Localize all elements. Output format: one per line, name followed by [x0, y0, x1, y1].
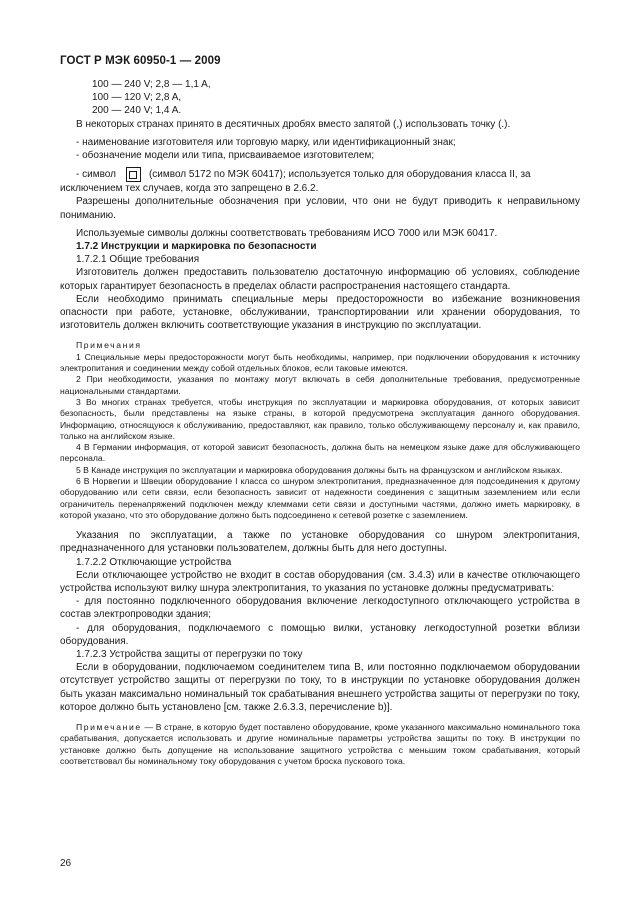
section-heading-1722: 1.7.2.2 Отключающие устройства	[76, 556, 232, 568]
disconnect-paragraph-3: - для оборудования, подключаемого с помощью вилки, установку легкодоступной розетки вблизи оборудования.	[60, 622, 580, 647]
note-4: 4 В Германии информация, от которой зависит безопасность, должна быть на немецком языке даже для обслуживающего персонала.	[60, 442, 580, 464]
note-5: 5 В Канаде инструкция по эксплуатации и маркировка оборудования должны быть на французском и английском языках.	[76, 464, 563, 475]
voltage-line-2: 100 — 120 V; 2,8 A,	[92, 92, 182, 104]
note-3: 3 Во многих странах требуется, чтобы инструкция по эксплуатации и маркировка оборудования, от которых зависит безопасность, были представлены на языке страны, в которой предусмотрена эксплуатация данного оборудования. Информацию, относящуюся к обслуживанию, предоставляют, как правило, только обслуживающему персоналу и, как правило, только на английском языке.	[60, 396, 580, 441]
final-note-label: Примечание	[76, 722, 142, 733]
list-item-model: - обозначение модели или типа, присваиваемое изготовителем;	[76, 150, 375, 162]
instructions-availability-paragraph: Указания по эксплуатации, а также по установке оборудования со шнуром электропитания, предназначенного для установки пользователем, должны быть для него доступны.	[60, 530, 580, 555]
double-square-icon	[126, 167, 141, 182]
symbol-text-continued: исключением тех случаев, когда это запрещено в 2.6.2.	[60, 183, 319, 195]
page-header: ГОСТ Р МЭК 60950-1 — 2009	[60, 55, 221, 67]
general-requirements-paragraph-1: Изготовитель должен предоставить пользователю достаточную информацию об условиях, соблюдение которых гарантирует безопасность в пределах области распространения настоящего стандарта.	[60, 267, 580, 292]
section-heading-1723: 1.7.2.3 Устройства защиты от перегрузки по току	[76, 649, 303, 661]
voltage-line-3: 200 — 240 V; 1,4 A.	[92, 105, 182, 117]
note-1: 1 Специальные меры предосторожности могут быть необходимы, например, при подключении оборудования к источнику электропитания и соединении между собой отдельных блоков, если таковые имеются.	[60, 351, 580, 374]
note-2: 2 При необходимости, указания по монтажу могут включать в себя дополнительные требования, предусмотренные национальными стандартами.	[60, 374, 580, 396]
notes-title: Примечания	[76, 340, 142, 351]
disconnect-paragraph-1: Если отключающее устройство не входит в состав оборудования (см. 3.4.3) или в качестве отключающего устройства используют вилку шнура электропитания, то указания по установке должны предусматривать:	[60, 569, 580, 595]
general-requirements-paragraph-2: Если необходимо принимать специальные меры предосторожности во избежание возникновения опасности при работе, установке, обслуживании, транспортировании или хранении оборудования, то изготовитель должен включить соответствующие указания в инструкцию по эксплуатации.	[60, 293, 580, 332]
list-item-manufacturer: - наименование изготовителя или торговую марку, или идентификационный знак;	[76, 136, 456, 148]
symbol-prefix: - символ	[76, 169, 116, 181]
symbol-text: (символ 5172 по МЭК 60417); используется только для оборудования класса II, за	[148, 169, 531, 181]
symbol-line	[60, 167, 580, 182]
document-body	[60, 78, 580, 767]
symbols-requirement: Используемые символы должны соответствовать требованиям ИСО 7000 или МЭК 60417.	[76, 227, 498, 239]
final-note-text: — В стране, в которую будет поставлено оборудование, кроме указанного максимально номинального тока срабатывания, допускается использовать и другие номинальные параметры устройства защиты по току. В инструкции по установке должно быть допущение на использование защитного устройства с меньшим током срабатывания, который соответствовал бы номинальному току оборудования с учетом броска пускового тока.	[60, 722, 580, 766]
extra-marks-paragraph: Разрешены дополнительные обозначения при условии, что они не будут приводить к неправильному пониманию.	[60, 196, 580, 221]
note-6: 6 В Норвегии и Швеции оборудование I класса со шнуром электропитания, предназначенное для подсоединения к другому оборудованию или сети связи, если безопасность зависит от надежности соединения с защитным заземлением или если ограничитель перенапряжений подключен между клеммами сети связи и доступными частями, должно иметь маркировку, в которой указано, что это оборудование должно быть подсоединено к сетевой розетке с заземлением.	[60, 476, 580, 520]
section-heading-172: 1.7.2 Инструкции и маркировка по безопасности	[76, 241, 317, 253]
overcurrent-paragraph: Если в оборудовании, подключаемом соединителем типа В, или постоянно подключаемом оборудовании отсутствует устройство защиты от перегрузки по току, то в инструкции по установке оборудования должен быть указан максимально номинальный ток срабатывания внешнего устройства защиты от перегрузки по току, которое должно быть установлено [см. также 2.6.3.3, перечисление b)].	[60, 662, 580, 713]
disconnect-paragraph-2: - для постоянно подключенного оборудования включение легкодоступного отключающего устройства в состав электропроводки здания;	[60, 596, 580, 621]
decimal-note: В некоторых странах принято в десятичных дробях вместо запятой (,) использовать точку (.).	[76, 118, 511, 130]
voltage-line-1: 100 — 240 V; 2,8 — 1,1 A,	[92, 79, 211, 90]
page-number: 26	[60, 858, 72, 869]
final-note	[60, 722, 580, 767]
section-heading-1721: 1.7.2.1 Общие требования	[76, 254, 200, 266]
